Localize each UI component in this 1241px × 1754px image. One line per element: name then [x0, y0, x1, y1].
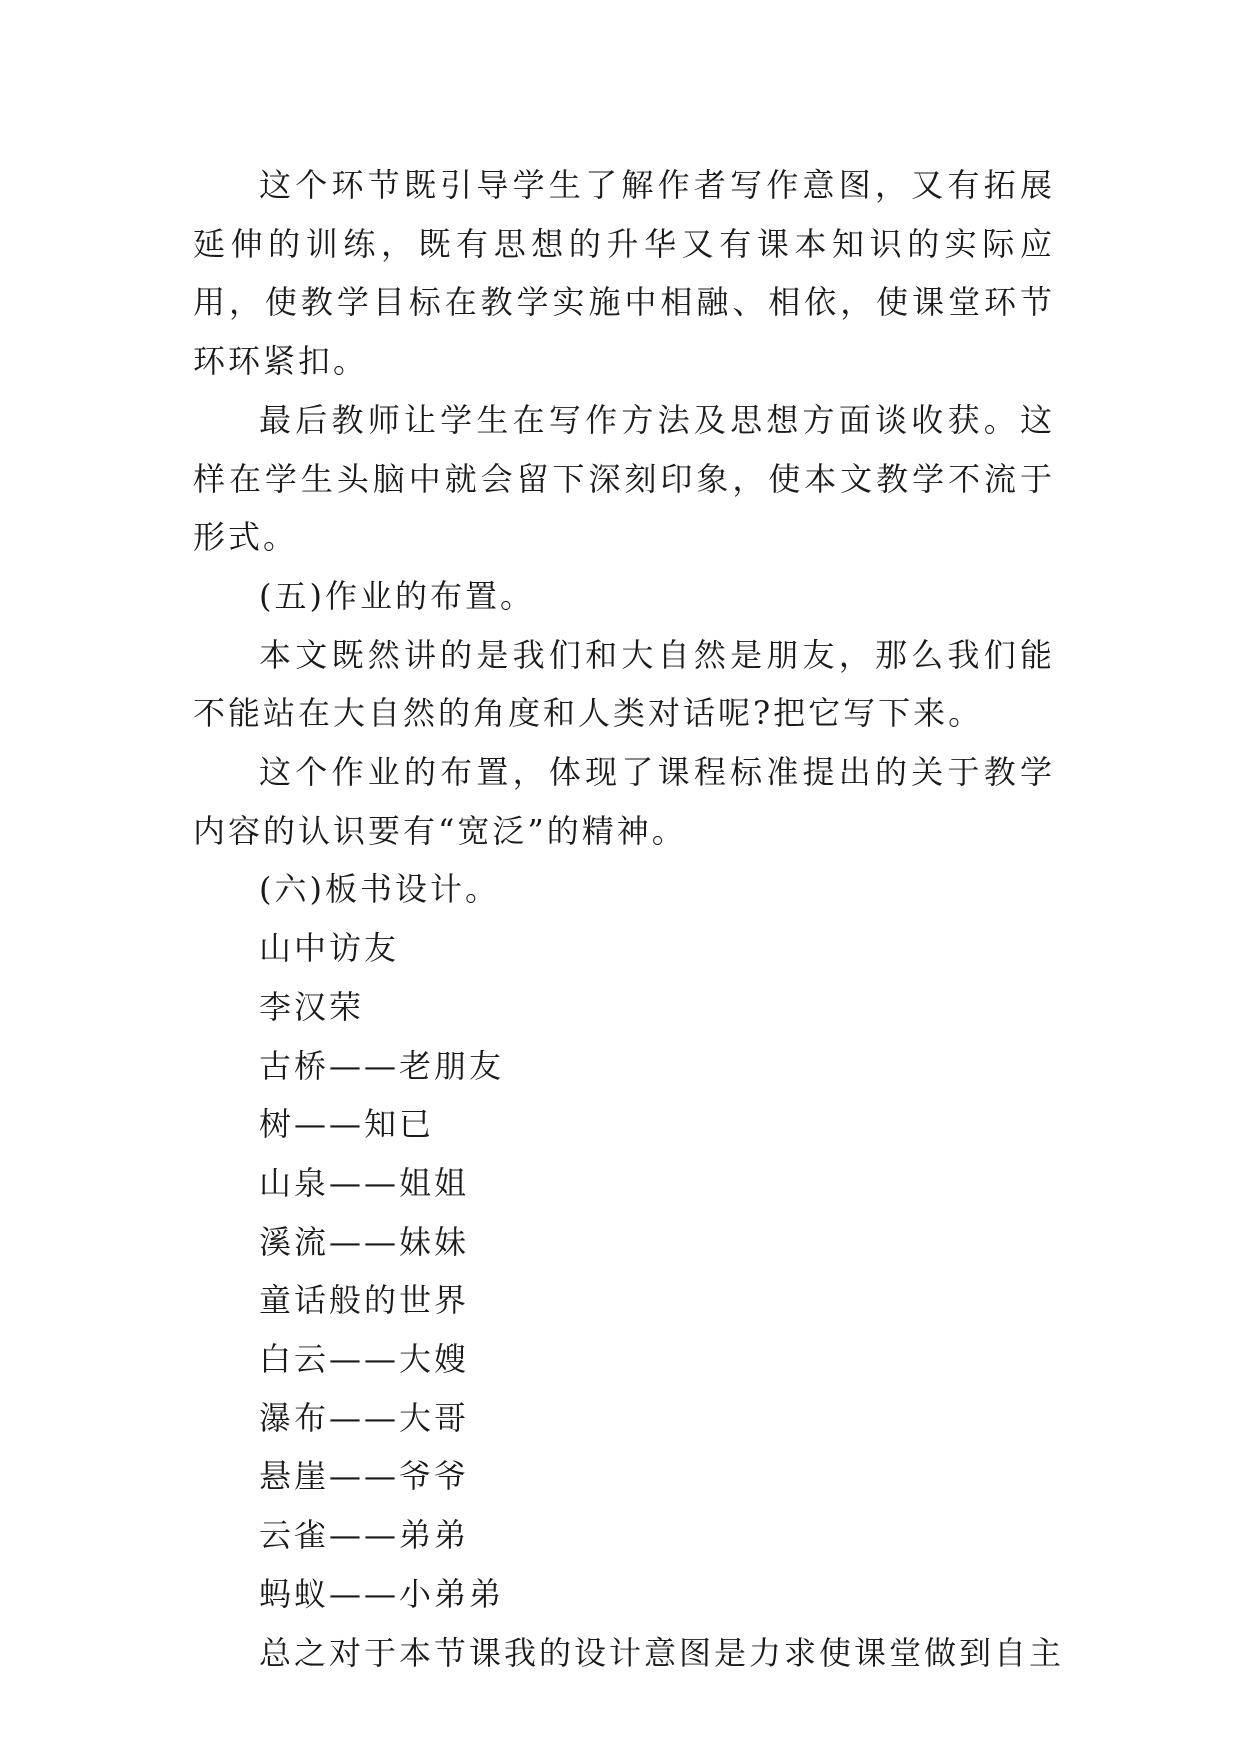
board-line: 古桥——老朋友	[259, 1046, 505, 1085]
board-author: 李汉荣	[259, 987, 365, 1026]
board-line: 悬崖——爷爷	[259, 1457, 470, 1496]
board-line: 云雀——弟弟	[259, 1516, 470, 1555]
board-title: 山中访友	[259, 929, 400, 968]
paragraph-homework-comment: 这个作业的布置，体现了课程标准提出的关于教学内容的认识要有“宽泛”的精神。	[193, 753, 1055, 850]
board-design	[193, 919, 1055, 1623]
board-line: 山泉——姐姐	[259, 1163, 470, 1202]
board-line: 瀑布——大哥	[259, 1398, 470, 1437]
paragraph-closing: 总之对于本节课我的设计意图是力求使课堂做到自主	[259, 1633, 1065, 1672]
section-heading-board: (六)板书设计。	[259, 870, 500, 909]
board-line: 溪流——妹妹	[259, 1222, 470, 1261]
document-body	[193, 156, 1065, 1682]
paragraph-homework: 本文既然讲的是我们和大自然是朋友，那么我们能不能站在大自然的角度和人类对话呢?把它写下来。	[193, 635, 1055, 733]
paragraph-intent: 这个环节既引导学生了解作者写作意图，又有拓展延伸的训练，既有思想的升华又有课本知识的实际应用，使教学目标在教学实施中相融、相依，使课堂环节环环紧扣。	[193, 166, 1055, 381]
section-heading-homework: (五)作业的布置。	[259, 576, 535, 615]
board-line: 蚂蚁——小弟弟	[259, 1574, 505, 1613]
paragraph-harvest: 最后教师让学生在写作方法及思想方面谈收获。这样在学生头脑中就会留下深刻印象，使本文教学不流于形式。	[193, 400, 1055, 557]
board-line: 童话般的世界	[259, 1281, 470, 1320]
board-line: 白云——大嫂	[259, 1340, 470, 1379]
board-line: 树——知已	[259, 1105, 435, 1144]
